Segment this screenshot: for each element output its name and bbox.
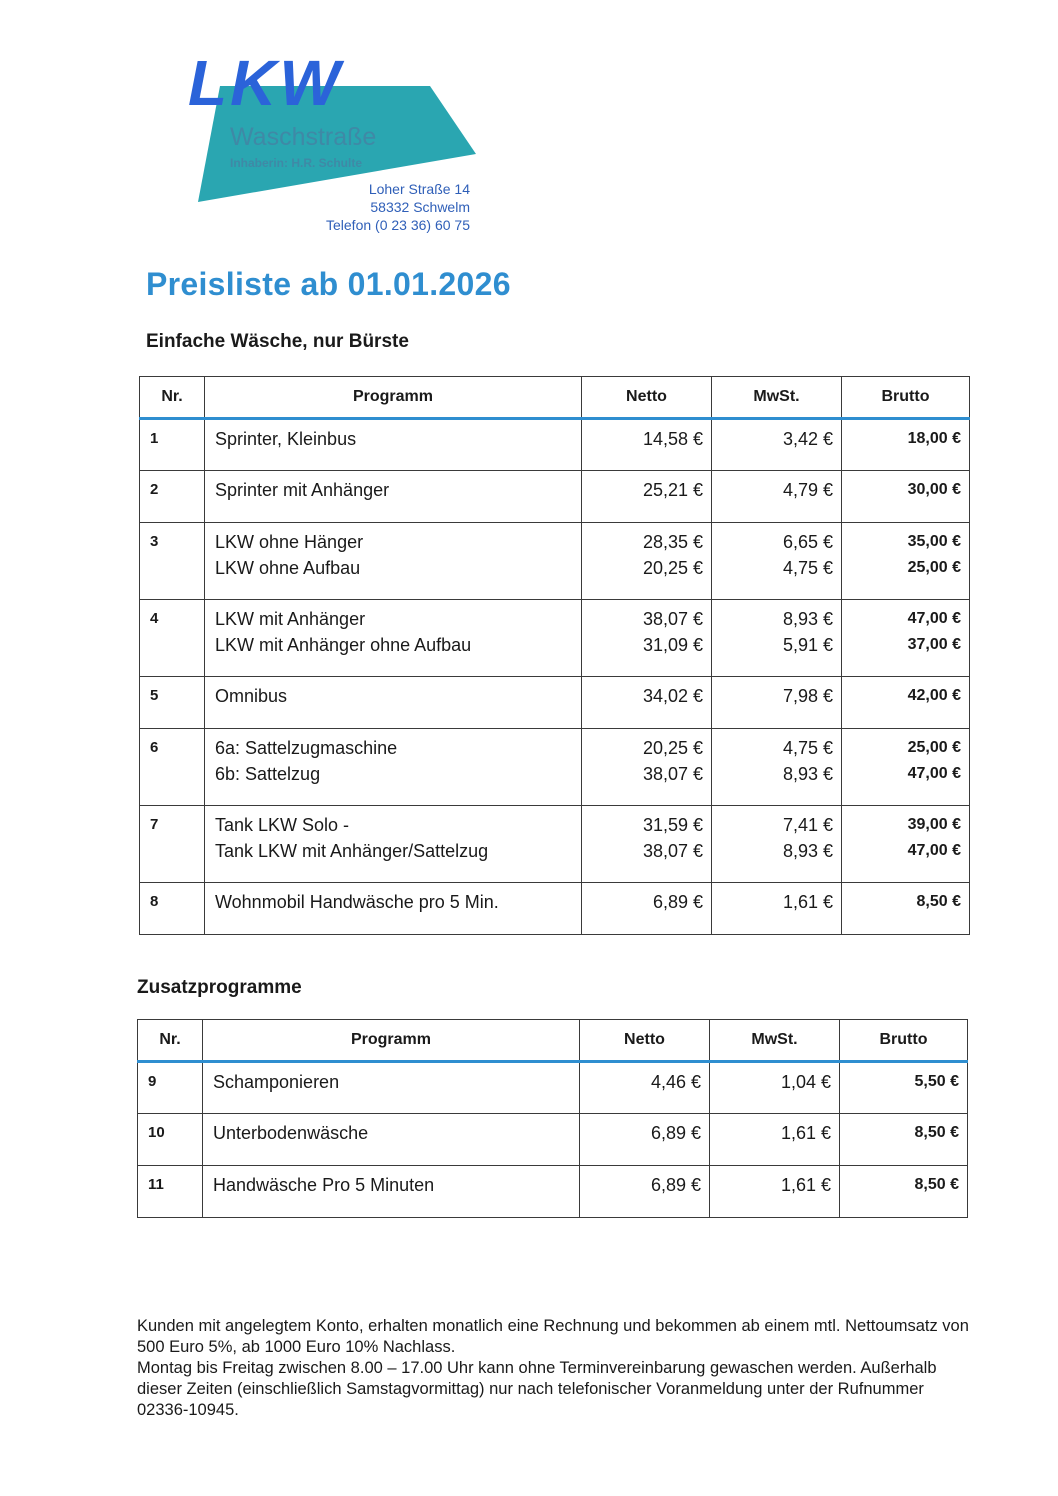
row-mwst-cell xyxy=(712,600,842,677)
row-brutto-cell xyxy=(842,677,970,729)
header-mwst: MwSt. xyxy=(710,1020,840,1062)
row-netto-cell xyxy=(582,523,712,600)
netto-price: 14,58 € xyxy=(642,429,703,449)
row-mwst-cell xyxy=(712,523,842,600)
netto-price: 20,25 € xyxy=(642,558,703,578)
header-netto: Netto xyxy=(580,1020,710,1062)
row-nr: 6 xyxy=(140,729,205,806)
address-city: 58332 Schwelm xyxy=(370,199,470,215)
program-name: Omnibus xyxy=(215,686,288,706)
netto-price: 20,25 € xyxy=(642,738,703,758)
row-program-cell xyxy=(203,1114,580,1166)
price-table-basic xyxy=(139,376,970,935)
brutto-price: 25,00 € xyxy=(907,559,961,576)
netto-price: 31,59 € xyxy=(642,815,703,835)
brutto-price: 47,00 € xyxy=(907,765,961,782)
program-name: LKW mit Anhänger xyxy=(215,609,366,629)
program-name: Schamponieren xyxy=(213,1072,340,1092)
row-mwst-cell xyxy=(712,883,842,935)
brutto-price: 18,00 € xyxy=(907,430,961,447)
row-brutto-cell xyxy=(840,1062,968,1114)
table-row xyxy=(140,600,970,677)
brutto-price: 5,50 € xyxy=(914,1073,959,1090)
section-heading-basic: Einfache Wäsche, nur Bürste xyxy=(146,331,409,352)
footer-paragraph-hours: Montag bis Freitag zwischen 8.00 – 17.00 Uhr kann ohne Terminvereinbarung gewaschen werden. Außerhalb dieser Zeiten (einschließlich Samstagvormittag) nur nach telefonischer Voranmeldung unter der Rufnummer 02336-10945. xyxy=(137,1359,937,1419)
header-brutto: Brutto xyxy=(840,1020,968,1062)
row-program-cell xyxy=(205,523,582,600)
brutto-price: 8,50 € xyxy=(914,1176,959,1193)
netto-price: 28,35 € xyxy=(642,532,703,552)
row-netto-cell xyxy=(582,471,712,523)
table-row xyxy=(140,677,970,729)
table-row xyxy=(140,883,970,935)
brutto-price: 8,50 € xyxy=(916,893,961,910)
table-row xyxy=(140,419,970,471)
row-netto-cell xyxy=(580,1062,710,1114)
row-brutto-cell xyxy=(842,883,970,935)
netto-price: 34,02 € xyxy=(642,686,703,706)
program-name: LKW ohne Hänger xyxy=(215,532,364,552)
mwst-amount: 7,98 € xyxy=(782,686,833,706)
brutto-price: 35,00 € xyxy=(907,533,961,550)
table-row xyxy=(140,729,970,806)
row-program-cell xyxy=(205,471,582,523)
row-mwst-cell xyxy=(712,419,842,471)
row-netto-cell xyxy=(580,1166,710,1218)
program-name: 6a: Sattelzugmaschine xyxy=(215,738,398,758)
row-brutto-cell xyxy=(842,471,970,523)
price-table-extra xyxy=(137,1019,968,1218)
row-brutto-cell xyxy=(842,600,970,677)
table-row xyxy=(138,1166,968,1218)
program-name: LKW mit Anhänger ohne Aufbau xyxy=(215,635,472,655)
logo-owner: Inhaberin: H.R. Schulte xyxy=(230,156,363,170)
mwst-amount: 8,93 € xyxy=(782,609,833,629)
row-netto-cell xyxy=(582,729,712,806)
row-mwst-cell xyxy=(712,677,842,729)
netto-price: 6,89 € xyxy=(652,892,703,912)
row-nr: 4 xyxy=(140,600,205,677)
brutto-price: 37,00 € xyxy=(907,636,961,653)
row-mwst-cell xyxy=(712,729,842,806)
row-program-cell xyxy=(205,806,582,883)
row-mwst-cell xyxy=(710,1114,840,1166)
program-name: Wohnmobil Handwäsche pro 5 Min. xyxy=(215,892,499,912)
row-program-cell xyxy=(205,600,582,677)
row-netto-cell xyxy=(580,1114,710,1166)
row-program-cell xyxy=(205,729,582,806)
header-mwst: MwSt. xyxy=(712,377,842,419)
table-row xyxy=(140,471,970,523)
mwst-amount: 6,65 € xyxy=(782,532,833,552)
mwst-amount: 8,93 € xyxy=(782,841,833,861)
row-mwst-cell xyxy=(710,1062,840,1114)
program-name: Sprinter, Kleinbus xyxy=(215,429,357,449)
netto-price: 38,07 € xyxy=(642,764,703,784)
row-brutto-cell xyxy=(842,419,970,471)
netto-price: 25,21 € xyxy=(642,480,703,500)
page-title: Preisliste ab 01.01.2026 xyxy=(146,266,511,302)
program-name: Sprinter mit Anhänger xyxy=(215,480,390,500)
row-nr: 7 xyxy=(140,806,205,883)
address-phone: Telefon (0 23 36) 60 75 xyxy=(326,217,470,233)
row-brutto-cell xyxy=(840,1114,968,1166)
brutto-price: 8,50 € xyxy=(914,1124,959,1141)
address-street: Loher Straße 14 xyxy=(368,181,470,197)
logo-brand: LKW xyxy=(188,47,343,119)
row-mwst-cell xyxy=(710,1166,840,1218)
row-brutto-cell xyxy=(842,806,970,883)
logo-subtitle: Waschstraße xyxy=(230,123,377,151)
program-name: Tank LKW mit Anhänger/Sattelzug xyxy=(215,841,489,861)
mwst-amount: 7,41 € xyxy=(782,815,833,835)
program-name: LKW ohne Aufbau xyxy=(215,558,361,578)
row-netto-cell xyxy=(582,806,712,883)
netto-price: 6,89 € xyxy=(650,1123,701,1143)
row-brutto-cell xyxy=(840,1166,968,1218)
table-header-row xyxy=(138,1020,968,1062)
row-nr: 3 xyxy=(140,523,205,600)
company-logo xyxy=(180,47,490,240)
netto-price: 38,07 € xyxy=(642,609,703,629)
header-brutto: Brutto xyxy=(842,377,970,419)
program-name: 6b: Sattelzug xyxy=(215,764,321,784)
header-nr: Nr. xyxy=(138,1020,203,1062)
footer-paragraph-discount: Kunden mit angelegtem Konto, erhalten monatlich eine Rechnung und bekommen ab einem mtl. Nettoumsatz von 500 Euro 5%, ab 1000 Euro 10% Nachlass. xyxy=(137,1317,969,1356)
mwst-amount: 1,61 € xyxy=(780,1123,831,1143)
brutto-price: 47,00 € xyxy=(907,610,961,627)
brutto-price: 30,00 € xyxy=(907,481,961,498)
footer-notes xyxy=(137,1316,977,1421)
header-program: Programm xyxy=(203,1020,580,1062)
row-nr: 11 xyxy=(138,1166,203,1218)
row-netto-cell xyxy=(582,677,712,729)
table-row xyxy=(138,1062,968,1114)
table-row xyxy=(138,1114,968,1166)
row-program-cell xyxy=(205,883,582,935)
program-name: Handwäsche Pro 5 Minuten xyxy=(213,1175,435,1195)
mwst-amount: 1,61 € xyxy=(780,1175,831,1195)
row-netto-cell xyxy=(582,419,712,471)
brutto-price: 42,00 € xyxy=(907,687,961,704)
row-nr: 9 xyxy=(138,1062,203,1114)
row-program-cell xyxy=(203,1062,580,1114)
mwst-amount: 1,61 € xyxy=(782,892,833,912)
header-program: Programm xyxy=(205,377,582,419)
row-brutto-cell xyxy=(842,729,970,806)
mwst-amount: 3,42 € xyxy=(782,429,833,449)
row-brutto-cell xyxy=(842,523,970,600)
netto-price: 31,09 € xyxy=(642,635,703,655)
mwst-amount: 4,79 € xyxy=(782,480,833,500)
table-row xyxy=(140,806,970,883)
brutto-price: 25,00 € xyxy=(907,739,961,756)
row-program-cell xyxy=(205,419,582,471)
section-heading-extra: Zusatzprogramme xyxy=(137,977,302,998)
row-nr: 5 xyxy=(140,677,205,729)
row-program-cell xyxy=(203,1166,580,1218)
brutto-price: 39,00 € xyxy=(907,816,961,833)
row-nr: 1 xyxy=(140,419,205,471)
program-name: Tank LKW Solo - xyxy=(215,815,350,835)
netto-price: 6,89 € xyxy=(650,1175,701,1195)
mwst-amount: 1,04 € xyxy=(780,1072,831,1092)
row-mwst-cell xyxy=(712,806,842,883)
netto-price: 38,07 € xyxy=(642,841,703,861)
mwst-amount: 8,93 € xyxy=(782,764,833,784)
row-netto-cell xyxy=(582,600,712,677)
row-program-cell xyxy=(205,677,582,729)
mwst-amount: 5,91 € xyxy=(782,635,833,655)
netto-price: 4,46 € xyxy=(650,1072,701,1092)
row-netto-cell xyxy=(582,883,712,935)
row-nr: 8 xyxy=(140,883,205,935)
header-nr: Nr. xyxy=(140,377,205,419)
row-nr: 2 xyxy=(140,471,205,523)
table-header-row xyxy=(140,377,970,419)
program-name: Unterbodenwäsche xyxy=(213,1123,369,1143)
brutto-price: 47,00 € xyxy=(907,842,961,859)
header-netto: Netto xyxy=(582,377,712,419)
mwst-amount: 4,75 € xyxy=(782,558,833,578)
row-nr: 10 xyxy=(138,1114,203,1166)
mwst-amount: 4,75 € xyxy=(782,738,833,758)
row-mwst-cell xyxy=(712,471,842,523)
table-row xyxy=(140,523,970,600)
